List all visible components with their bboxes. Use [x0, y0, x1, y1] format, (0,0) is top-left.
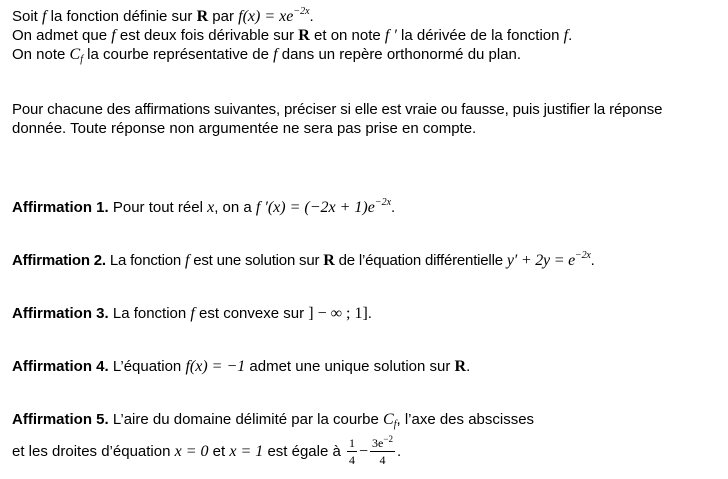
affirmation-4: Affirmation 4. L’équation f(x) = −1 admet une unique solution sur R.	[12, 358, 471, 375]
affirmation-1: Affirmation 1. Pour tout réel x, on a f $'(x) = (-2x + 1)e^{-2x}$.	[12, 197, 396, 216]
affirmation-3: Affirmation 3. La fonction f est convexe sur ] − ∞ ; 1].	[12, 305, 372, 322]
instructions-line-1: Pour chacune des affirmations suivantes, préciser si elle est vraie ou fausse, puis justifier la réponse	[12, 101, 663, 118]
fraction-one-quarter: $\frac{1}{4}$	[349, 435, 356, 467]
affirmation-5-continued: et les droites d’équation x = 0 et x = 1 est égale à $\frac{1}{4}$ − $\frac{3e^{-2}}{4}$ .	[12, 433, 402, 467]
affirmation-label: Affirmation 2.	[12, 252, 106, 269]
affirmation-label: Affirmation 4.	[12, 358, 109, 375]
instructions-line-2: donnée. Toute réponse non argumentée ne sera pas prise en compte.	[12, 120, 477, 137]
affirmation-label: Affirmation 5.	[12, 411, 109, 428]
affirmation-2: Affirmation 2. La fonction f est une solution sur R de l’équation différentielle $y' + 2y = e^{-2x}$.	[12, 250, 595, 269]
intro-line-2: On admet que f est deux fois dérivable sur R et on note f ′ la dérivée de la fonction f.	[12, 27, 573, 44]
affirmation-label: Affirmation 3.	[12, 305, 109, 322]
intro-line-3: On note $C_f$ la courbe représentative de f dans un repère orthonormé du plan.	[12, 46, 522, 65]
affirmation-5: Affirmation 5. L’aire du domaine délimité par la courbe $C_f$, l’axe des abscisses	[12, 411, 535, 430]
function-definition: f(x) = xe	[238, 8, 294, 25]
intro-line-1: Soit f la fonction définie sur R par $f(x) = xe^{-2x}$.	[12, 6, 314, 25]
affirmation-label: Affirmation 1.	[12, 199, 109, 216]
fraction-3e-2-over-4: $\frac{3e^{-2}}{4}$	[372, 433, 393, 467]
